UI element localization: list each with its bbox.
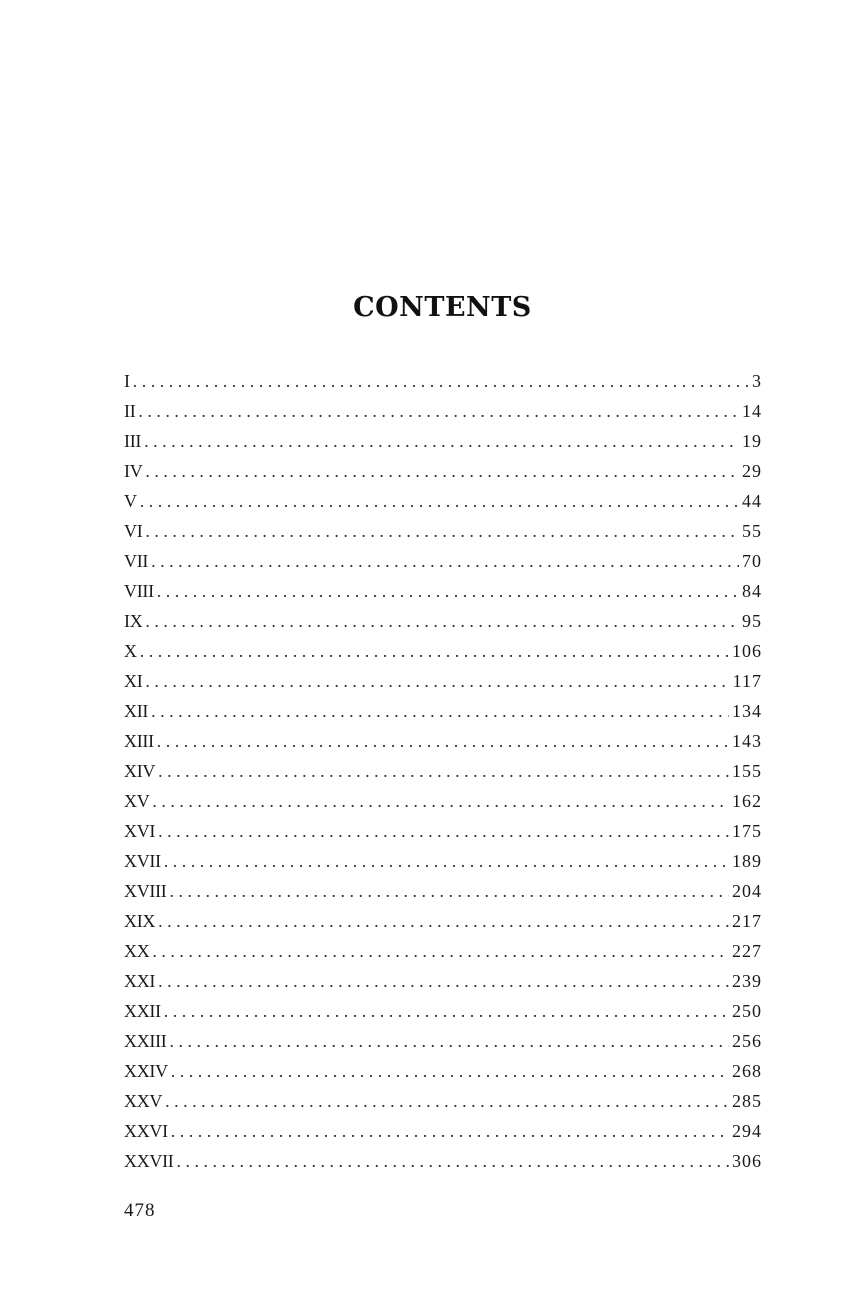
toc-entry-label: VII bbox=[124, 551, 149, 571]
toc-entry-page: 239 bbox=[732, 971, 762, 991]
dot-leader bbox=[177, 1146, 730, 1176]
toc-entry bbox=[124, 486, 762, 516]
toc-entry bbox=[124, 1026, 762, 1056]
toc-entry bbox=[124, 786, 762, 816]
toc-entry-label: XIV bbox=[124, 761, 156, 781]
toc-entry-page: 175 bbox=[732, 821, 762, 841]
dot-leader bbox=[145, 456, 739, 486]
toc-entry bbox=[124, 1116, 762, 1146]
toc-entry-label: IX bbox=[124, 611, 143, 631]
toc-entry-page: 14 bbox=[742, 401, 762, 421]
toc-entry bbox=[124, 996, 762, 1026]
page-title: CONTENTS bbox=[353, 292, 532, 323]
toc-entry-page: 306 bbox=[732, 1151, 762, 1171]
toc-entry-label: XXIII bbox=[124, 1031, 167, 1051]
toc-entry-label: XXIV bbox=[124, 1061, 168, 1081]
toc-entry bbox=[124, 966, 762, 996]
toc-entry-page: 217 bbox=[732, 911, 762, 931]
dot-leader bbox=[171, 1116, 729, 1146]
toc-entry bbox=[124, 846, 762, 876]
toc-entry bbox=[124, 576, 762, 606]
toc-entry bbox=[124, 696, 762, 726]
toc-entry bbox=[124, 456, 762, 486]
toc-entry bbox=[124, 726, 762, 756]
toc-entry-label: XXII bbox=[124, 1001, 161, 1021]
toc-entry-label: XXI bbox=[124, 971, 156, 991]
toc-entry-page: 55 bbox=[742, 521, 762, 541]
toc-entry bbox=[124, 816, 762, 846]
toc-entry bbox=[124, 546, 762, 576]
dot-leader bbox=[144, 426, 739, 456]
toc-entry-page: 256 bbox=[732, 1031, 762, 1051]
toc-entry-page: 44 bbox=[742, 491, 762, 511]
toc-entry-label: XXVI bbox=[124, 1121, 168, 1141]
toc-entry bbox=[124, 1056, 762, 1086]
toc-entry bbox=[124, 876, 762, 906]
toc-entry bbox=[124, 396, 762, 426]
toc-entry bbox=[124, 606, 762, 636]
dot-leader bbox=[164, 996, 729, 1026]
toc-entry-label: XIX bbox=[124, 911, 156, 931]
toc-entry bbox=[124, 666, 762, 696]
dot-leader bbox=[158, 966, 729, 996]
toc-entry-label: XI bbox=[124, 671, 143, 691]
toc-entry bbox=[124, 636, 762, 666]
dot-leader bbox=[140, 636, 729, 666]
dot-leader bbox=[151, 546, 739, 576]
dot-leader bbox=[151, 696, 729, 726]
dot-leader bbox=[165, 1086, 729, 1116]
toc-entry-label: XX bbox=[124, 941, 150, 961]
dot-leader bbox=[157, 576, 739, 606]
toc-entry-page: 117 bbox=[732, 671, 762, 691]
toc-entry-page: 155 bbox=[732, 761, 762, 781]
toc-entry bbox=[124, 1086, 762, 1116]
dot-leader bbox=[140, 486, 739, 516]
toc-entry-page: 204 bbox=[732, 881, 762, 901]
toc-entry-page: 268 bbox=[732, 1061, 762, 1081]
toc-entry-label: XVII bbox=[124, 851, 161, 871]
dot-leader bbox=[145, 606, 739, 636]
dot-leader bbox=[158, 816, 729, 846]
toc-entry-page: 70 bbox=[742, 551, 762, 571]
dot-leader bbox=[158, 756, 729, 786]
toc-entry-label: IV bbox=[124, 461, 143, 481]
toc-entry-page: 189 bbox=[732, 851, 762, 871]
toc-entry bbox=[124, 366, 762, 396]
toc-entry-page: 3 bbox=[752, 371, 762, 391]
toc-entry-page: 95 bbox=[742, 611, 762, 631]
toc-entry-page: 227 bbox=[732, 941, 762, 961]
toc-entry-page: 250 bbox=[732, 1001, 762, 1021]
dot-leader bbox=[145, 666, 729, 696]
dot-leader bbox=[158, 906, 729, 936]
toc-entry-label: V bbox=[124, 491, 137, 511]
toc-entry-label: XVI bbox=[124, 821, 156, 841]
toc-entry-label: I bbox=[124, 371, 130, 391]
dot-leader bbox=[169, 1026, 729, 1056]
toc-entry bbox=[124, 756, 762, 786]
dot-leader bbox=[145, 516, 739, 546]
toc-entry bbox=[124, 1146, 762, 1176]
toc-entry-label: VIII bbox=[124, 581, 154, 601]
dot-leader bbox=[164, 846, 729, 876]
toc-entry-page: 19 bbox=[742, 431, 762, 451]
dot-leader bbox=[138, 396, 739, 426]
toc-entry-page: 29 bbox=[742, 461, 762, 481]
toc-entry-label: VI bbox=[124, 521, 143, 541]
table-of-contents bbox=[124, 366, 762, 1176]
dot-leader bbox=[157, 726, 729, 756]
toc-entry-label: XV bbox=[124, 791, 150, 811]
dot-leader bbox=[169, 876, 729, 906]
toc-entry-label: XXVII bbox=[124, 1151, 174, 1171]
toc-entry-page: 143 bbox=[732, 731, 762, 751]
dot-leader bbox=[152, 786, 729, 816]
toc-entry-label: X bbox=[124, 641, 137, 661]
toc-entry-page: 106 bbox=[732, 641, 762, 661]
toc-entry-label: XII bbox=[124, 701, 149, 721]
dot-leader bbox=[152, 936, 729, 966]
toc-entry bbox=[124, 426, 762, 456]
toc-entry bbox=[124, 906, 762, 936]
toc-entry-page: 134 bbox=[732, 701, 762, 721]
toc-entry-page: 84 bbox=[742, 581, 762, 601]
toc-entry bbox=[124, 516, 762, 546]
toc-entry-label: XVIII bbox=[124, 881, 167, 901]
toc-entry-page: 294 bbox=[732, 1121, 762, 1141]
dot-leader bbox=[133, 366, 749, 396]
toc-entry-label: XXV bbox=[124, 1091, 163, 1111]
toc-entry-page: 285 bbox=[732, 1091, 762, 1111]
toc-entry bbox=[124, 936, 762, 966]
toc-entry-label: III bbox=[124, 431, 142, 451]
dot-leader bbox=[171, 1056, 729, 1086]
toc-entry-page: 162 bbox=[732, 791, 762, 811]
toc-entry-label: II bbox=[124, 401, 136, 421]
toc-entry-label: XIII bbox=[124, 731, 154, 751]
page-number: 478 bbox=[124, 1200, 156, 1221]
